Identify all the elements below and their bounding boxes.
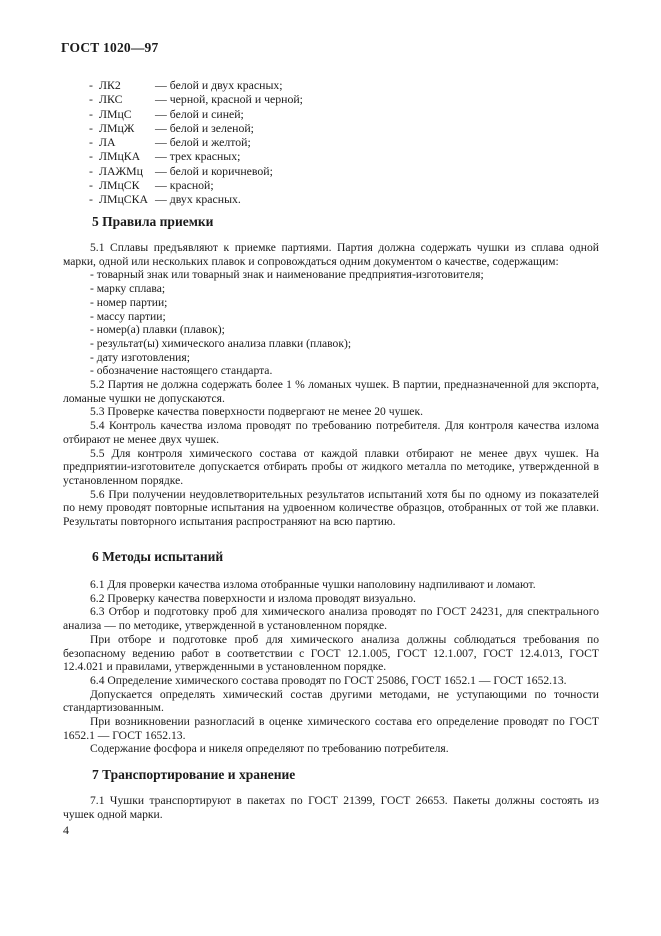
list-item: - номер партии; [90, 295, 168, 309]
marks-row [89, 92, 303, 106]
mark-code: ЛМцЖ [99, 120, 135, 135]
marks-row [89, 107, 303, 121]
mark-code: ЛМцС [99, 106, 132, 121]
paragraph-6-3-safety: При отборе и подготовке проб для химического анализа должны соблюдаться требования по безопасному ведению работ в соответствии с ГОСТ 12.1.005, ГОСТ 12.1.007, ГОСТ 12.4.013, ГОСТ 12.4.021 и правилами, утвержденными в установленном порядке. [63, 632, 599, 674]
paragraph-5-1: 5.1 Сплавы предъявляют к приемке партиями. Партия должна содержать чушки из сплава одной марки, одной или нескольких плавок и сопровождаться одним документом о качестве, содержащим: [63, 241, 599, 268]
mark-code: ЛМцКА [99, 149, 141, 164]
bullet-dash: - [89, 149, 93, 164]
list-item: - массу партии; [90, 309, 166, 323]
section-6-body [63, 578, 599, 756]
paragraph-5-4: 5.4 Контроль качества излома проводят по требованию потребителя. Для контроля качества излома отбирают не менее двух чушек. [63, 419, 599, 446]
mark-desc: — красной; [155, 178, 214, 193]
content-list [63, 268, 599, 378]
section-heading-5: 5 Правила приемки [92, 214, 214, 229]
list-item: - дату изготовления; [90, 350, 190, 364]
list-item: - товарный знак или товарный знак и наименование предприятия-изготовителя; [90, 268, 484, 282]
mark-code: ЛК2 [99, 78, 121, 92]
list-item: - результат(ы) химического анализа плавки (плавок); [90, 336, 352, 350]
mark-code: ЛКС [99, 92, 123, 107]
mark-code: ЛМцСК [99, 178, 140, 193]
marks-row [89, 149, 303, 163]
paragraph-6-4-disputes: При возникновении разногласий в оценке химического состава его определение проводят по ГОСТ 1652.1 — ГОСТ 1652.13. [63, 715, 599, 742]
paragraph-5-5: 5.5 Для контроля химического состава от каждой плавки отбирают не менее двух чушек. На предприятии-изготовителе допускается отбирать пробы от жидкого металла по методике, утвержденной в установленном порядке. [63, 446, 599, 487]
mark-desc: — черной, красной и черной; [155, 92, 303, 107]
marks-row [89, 121, 303, 135]
marks-row [89, 192, 303, 206]
section-heading-6: 6 Методы испытаний [92, 549, 224, 564]
mark-desc: — белой и желтой; [155, 135, 251, 150]
paragraph-6-4: 6.4 Определение химического состава проводят по ГОСТ 25086, ГОСТ 1652.1 — ГОСТ 1652.13. [90, 673, 567, 687]
section-heading-7: 7 Транспортирование и хранение [92, 767, 296, 782]
paragraph-7-1: 7.1 Чушки транспортируют в пакетах по ГОСТ 21399, ГОСТ 26653. Пакеты должны состоять из чушек одной марки. [63, 794, 599, 821]
bullet-dash: - [89, 92, 93, 107]
list-item: - обозначение настоящего стандарта. [90, 364, 273, 378]
mark-desc: — белой и зеленой; [155, 120, 254, 135]
list-item: - номер(а) плавки (плавок); [90, 323, 225, 337]
marks-row [89, 178, 303, 192]
paragraph-6-3: 6.3 Отбор и подготовку проб для химического анализа проводят по ГОСТ 24231, для спектрального анализа — по методике, утвержденной в установленном порядке. [63, 605, 599, 633]
mark-desc: — белой и коричневой; [155, 163, 273, 178]
section-5-body [63, 241, 599, 529]
paragraph-5-2: 5.2 Партия не должна содержать более 1 % ломаных чушек. В партии, предназначенной для экспорта, ломаные чушки не допускаются. [63, 378, 599, 405]
paragraph-5-6: 5.6 При получении неудовлетворительных результатов испытаний хотя бы по одному из показателей по нему проводят повторные испытания на удвоенном количестве образцов, отобранных от той же плавки. Результаты повторного испытания распространяют на всю партию. [63, 487, 599, 529]
paragraph-6-2: 6.2 Проверку качества поверхности и излома проводят визуально. [90, 591, 416, 605]
paragraph-6-4-phosphorus: Содержание фосфора и никеля определяют по требованию потребителя. [90, 742, 449, 756]
mark-desc: — двух красных. [155, 192, 241, 207]
document-header: ГОСТ 1020—97 [61, 40, 159, 55]
mark-code: ЛАЖМц [99, 163, 143, 178]
paragraph-6-1: 6.1 Для проверки качества излома отобранные чушки наполовину надпиливают и ломают. [90, 578, 536, 591]
bullet-dash: - [89, 106, 93, 121]
bullet-dash: - [89, 120, 93, 135]
mark-desc: — белой и двух красных; [155, 78, 283, 92]
paragraph-5-3: 5.3 Проверке качества поверхности подвергают не менее 20 чушек. [90, 405, 423, 419]
marks-row [89, 135, 303, 149]
mark-desc: — трех красных; [155, 149, 241, 164]
mark-code: ЛМцСКА [99, 192, 149, 207]
bullet-dash: - [89, 192, 93, 207]
mark-code: ЛА [99, 135, 116, 150]
paragraph-6-4-methods: Допускается определять химический состав другими методами, не уступающими по точности стандартизованным. [63, 687, 599, 715]
list-item: - марку сплава; [90, 282, 166, 296]
bullet-dash: - [89, 135, 93, 150]
bullet-dash: - [89, 178, 93, 193]
marks-row [89, 78, 303, 92]
section-7-body [63, 794, 599, 821]
mark-desc: — белой и синей; [155, 106, 244, 121]
marks-list [89, 78, 303, 207]
marks-row [89, 164, 303, 178]
bullet-dash: - [89, 78, 93, 92]
page-number: 4 [63, 823, 69, 837]
bullet-dash: - [89, 163, 93, 178]
